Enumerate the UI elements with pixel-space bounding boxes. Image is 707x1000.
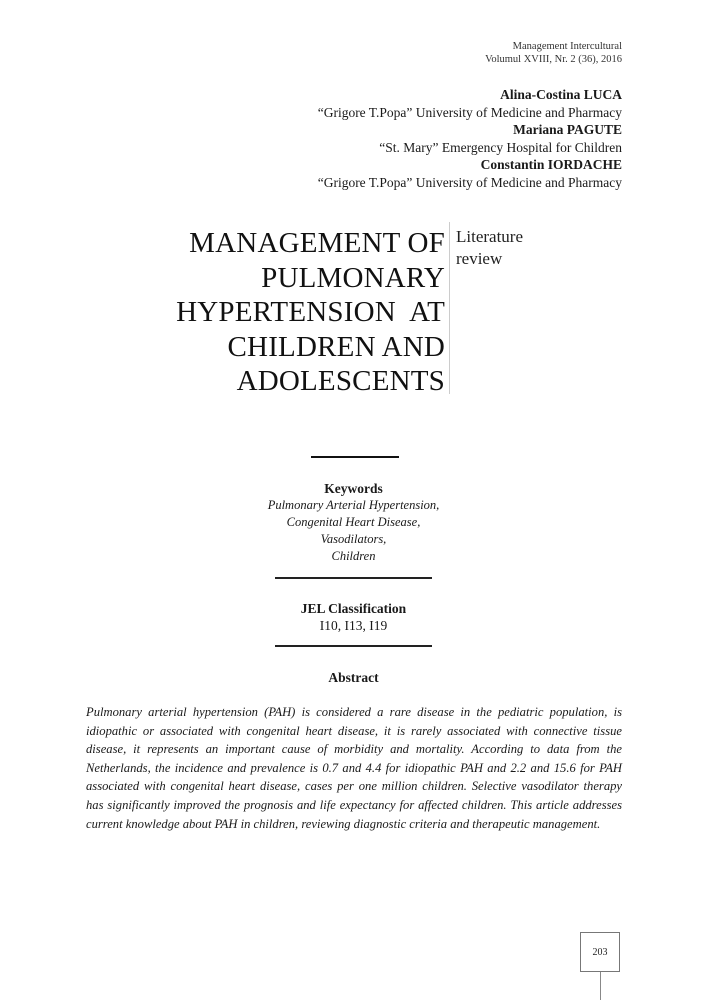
section-divider xyxy=(311,456,399,458)
title-line: MANAGEMENT OF xyxy=(189,227,445,259)
author-name: Mariana PAGUTE xyxy=(513,122,622,137)
keyword-item: Vasodilators, xyxy=(320,532,387,546)
keywords-section xyxy=(200,480,507,565)
jel-section xyxy=(200,600,507,634)
abstract-heading-wrap xyxy=(200,669,507,686)
section-divider xyxy=(275,577,432,579)
abstract-heading: Abstract xyxy=(328,670,379,685)
author-list xyxy=(318,86,622,191)
abstract-text: Pulmonary arterial hypertension (PAH) is considered a rare disease in the pediatric population, is idiopathic or associated with congenital heart disease, it is rarely associated with connective tissue disease, it represents an important cause of morbidity and mortality. According to data from the Netherlands, the incidence and prevalence is 0.7 and 4.4 for idiopathic PAH and 2.2 and 15.6 for PAH associated with congenital heart disease, cases per one million children. Selective vasodilator therapy has significantly improved the prognosis and life expectancy for affected children. This article addresses current knowledge about PAH in children, reviewing diagnostic criteria and therapeutic management. xyxy=(86,705,622,831)
section-divider xyxy=(275,645,432,647)
author-affiliation: “Grigore T.Popa” University of Medicine and Pharmacy xyxy=(317,104,622,120)
author-affiliation: “Grigore T.Popa” University of Medicine and Pharmacy xyxy=(317,174,622,190)
title-line: HYPERTENSION AT xyxy=(176,296,445,328)
journal-name: Management Intercultural xyxy=(512,41,622,52)
journal-header xyxy=(485,40,622,66)
keywords-heading: Keywords xyxy=(324,481,383,496)
document-type-line: Literature xyxy=(456,227,524,246)
page-number: 203 xyxy=(580,932,620,972)
title-line: CHILDREN AND xyxy=(227,330,445,363)
keyword-item: Pulmonary Arterial Hypertension, xyxy=(267,498,440,512)
jel-codes: I10, I13, I19 xyxy=(319,618,388,633)
author-affiliation: “St. Mary” Emergency Hospital for Children xyxy=(379,139,622,155)
author-name: Constantin IORDACHE xyxy=(480,157,622,172)
jel-heading: JEL Classification xyxy=(300,601,407,616)
title-divider xyxy=(449,222,450,394)
keyword-item: Children xyxy=(331,549,376,563)
page-number-line xyxy=(600,972,601,1000)
journal-issue: Volumul XVIII, Nr. 2 (36), 2016 xyxy=(485,54,622,65)
document-type xyxy=(456,226,523,270)
author-name: Alina-Costina LUCA xyxy=(500,87,622,102)
document-type-line: review xyxy=(456,249,503,268)
title-line: ADOLESCENTS xyxy=(236,365,445,397)
title-line: PULMONARY xyxy=(261,261,445,294)
article-title xyxy=(176,226,445,399)
keyword-item: Congenital Heart Disease, xyxy=(286,515,421,529)
